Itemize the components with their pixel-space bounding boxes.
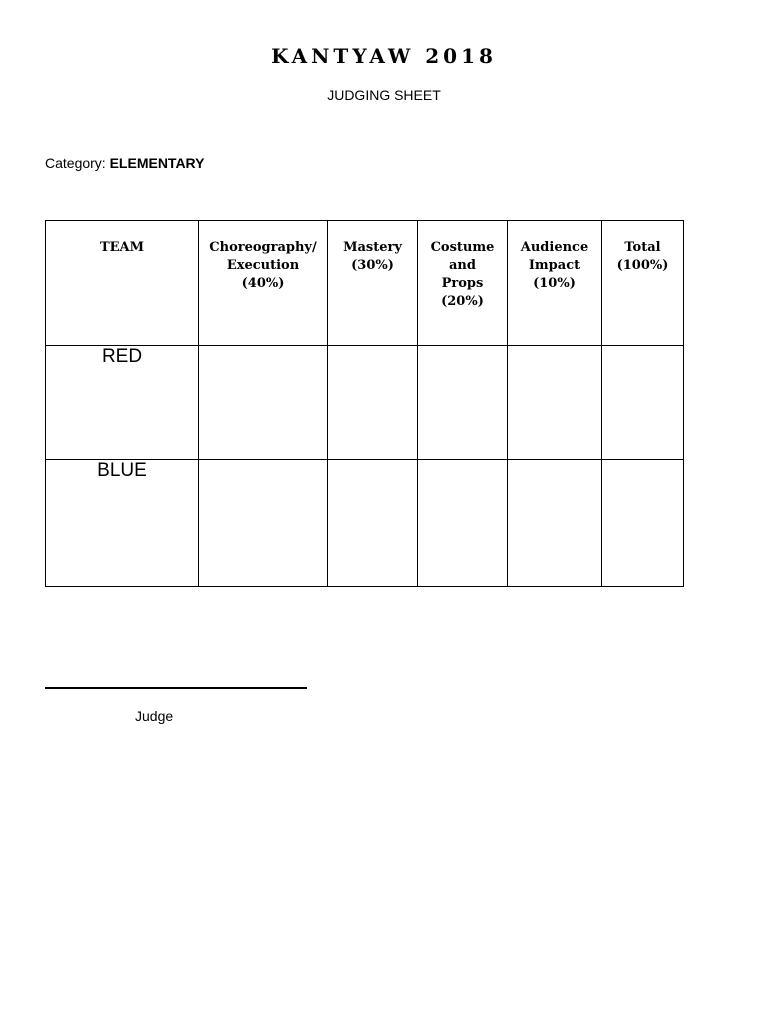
header-mastery: Mastery (30%) — [328, 221, 418, 346]
judging-table — [45, 220, 684, 587]
score-cell-total[interactable] — [602, 346, 684, 460]
signature-label: Judge — [135, 708, 174, 724]
table-row — [46, 460, 684, 587]
team-cell-red: RED — [46, 346, 199, 460]
category-label: Category: — [45, 155, 110, 171]
sheet-title: KANTYAW 2018 — [271, 44, 497, 68]
score-cell-choreography[interactable] — [199, 460, 328, 587]
table-row — [46, 346, 684, 460]
score-cell-audience[interactable] — [508, 460, 602, 587]
score-cell-costume[interactable] — [418, 460, 508, 587]
signature-line[interactable] — [45, 687, 307, 689]
header-choreography: Choreography/ Execution (40%) — [199, 221, 328, 346]
score-cell-mastery[interactable] — [328, 460, 418, 587]
header-costume-props: Costume and Props (20%) — [418, 221, 508, 346]
team-cell-blue: BLUE — [46, 460, 199, 587]
score-cell-mastery[interactable] — [328, 346, 418, 460]
category-line — [45, 155, 204, 171]
score-cell-total[interactable] — [602, 460, 684, 587]
header-audience-impact: Audience Impact (10%) — [508, 221, 602, 346]
score-cell-choreography[interactable] — [199, 346, 328, 460]
category-value: ELEMENTARY — [109, 155, 205, 171]
header-total: Total (100%) — [602, 221, 684, 346]
header-team: TEAM — [46, 221, 199, 346]
score-cell-audience[interactable] — [508, 346, 602, 460]
header-row — [46, 221, 684, 346]
sheet-subtitle: JUDGING SHEET — [327, 87, 441, 103]
score-cell-costume[interactable] — [418, 346, 508, 460]
